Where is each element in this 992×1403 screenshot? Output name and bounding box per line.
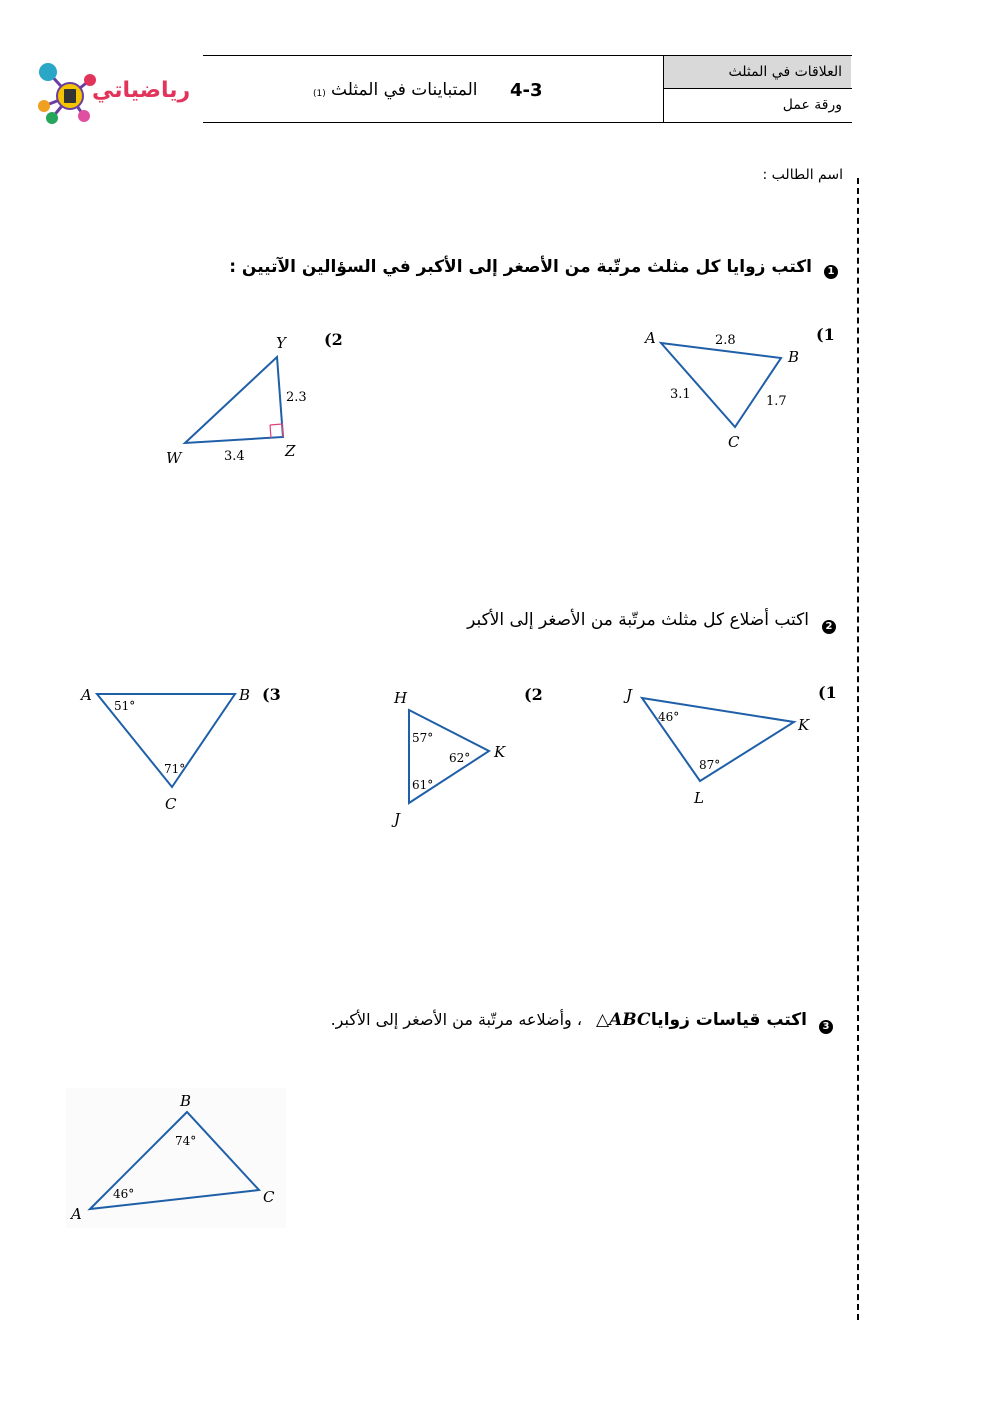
s2-t2-vertex-h: H bbox=[394, 689, 408, 707]
s1-t1-vertex-c: C bbox=[728, 433, 740, 451]
s2-triangle-jkl bbox=[620, 680, 820, 810]
s1-triangle-yzw-shape bbox=[185, 357, 283, 443]
s3-vertex-b: B bbox=[180, 1092, 192, 1110]
s2-item1-number: (1 bbox=[818, 683, 837, 702]
s1-t1-vertex-a: A bbox=[645, 329, 656, 347]
s2-t2-vertex-k: K bbox=[494, 743, 506, 761]
section3-instruction-part2: ، وأضلاعه مرتّبة من الأصغر إلى الأكبر. bbox=[330, 1010, 582, 1029]
s1-triangle-yzw bbox=[160, 325, 320, 470]
section1-bullet bbox=[824, 259, 838, 279]
s3-vertex-a: A bbox=[71, 1205, 82, 1223]
header-sheet-type: ورقة عمل bbox=[782, 97, 842, 113]
s2-t1-vertex-k: K bbox=[798, 716, 810, 734]
lesson-title: المتباينات في المثلث bbox=[331, 80, 478, 100]
s1-t1-side-bc: 1.7 bbox=[766, 394, 787, 409]
s2-t1-angle-l: 87° bbox=[699, 758, 721, 772]
section3-bullet bbox=[819, 1014, 833, 1034]
logo bbox=[30, 58, 191, 128]
s2-triangle-abc bbox=[75, 680, 265, 820]
s2-t3-angle-a: 51° bbox=[114, 699, 136, 713]
header-topic: العلاقات في المثلث bbox=[728, 64, 842, 80]
section2-instruction: اكتب أضلاع كل مثلث مرتّبة من الأصغر إلى الأكبر bbox=[467, 610, 809, 630]
s2-t1-vertex-j: J bbox=[626, 686, 633, 704]
s2-item2-number: (2 bbox=[524, 685, 543, 704]
s1-triangle-abc bbox=[630, 320, 810, 460]
s1-t2-vertex-z: Z bbox=[285, 442, 296, 460]
s2-item3-number: (3 bbox=[262, 685, 281, 704]
s1-t2-vertex-w: W bbox=[166, 449, 182, 467]
s1-triangle-abc-shape bbox=[661, 343, 781, 427]
header-mid-rule bbox=[663, 88, 852, 89]
header-divider bbox=[663, 55, 664, 123]
section1-instruction: اكتب زوايا كل مثلث مرتّبة من الأصغر إلى الأكبر في السؤالين الآتيين : bbox=[229, 257, 812, 277]
section3-bullet-number: 3 bbox=[819, 1020, 833, 1034]
s1-item1-number: (1 bbox=[816, 325, 835, 344]
s1-t2-vertex-y: Y bbox=[276, 334, 286, 352]
s2-t2-vertex-j: J bbox=[394, 810, 401, 828]
margin-dashed-line bbox=[857, 178, 859, 1320]
s2-t2-angle-h: 57° bbox=[412, 731, 434, 745]
lesson-number: 4-3 bbox=[510, 80, 543, 101]
s1-right-angle-mark bbox=[270, 424, 283, 437]
s2-t3-vertex-a: A bbox=[81, 686, 92, 704]
s2-t3-vertex-c: C bbox=[165, 795, 177, 813]
section3-instruction-part1: اكتب قياسات زوايا bbox=[650, 1010, 807, 1030]
s2-t1-vertex-l: L bbox=[694, 789, 704, 807]
s2-t3-angle-c: 71° bbox=[164, 762, 186, 776]
s1-t1-side-ab: 2.8 bbox=[715, 333, 736, 348]
s1-item2-number: (2 bbox=[324, 330, 343, 349]
section2-bullet-number: 2 bbox=[822, 620, 836, 634]
s3-vertex-c: C bbox=[263, 1188, 275, 1206]
section3-triangle-name: △ABC bbox=[596, 1010, 651, 1030]
s2-t2-angle-j: 61° bbox=[412, 778, 434, 792]
header-bottom-rule bbox=[203, 122, 852, 123]
logo-text: رياضياتي bbox=[92, 78, 191, 103]
student-name-label: اسم الطالب : bbox=[762, 167, 843, 183]
s2-t2-angle-k: 62° bbox=[449, 751, 471, 765]
header-top-rule bbox=[203, 55, 852, 56]
s1-t1-side-ac: 3.1 bbox=[670, 387, 691, 402]
s3-angle-b: 74° bbox=[175, 1134, 197, 1148]
s1-t2-side-zw: 3.4 bbox=[224, 449, 245, 464]
s3-triangle-abc bbox=[66, 1088, 286, 1228]
section2-bullet bbox=[822, 614, 836, 634]
section1-bullet-number: 1 bbox=[824, 265, 838, 279]
lesson-part: (1) bbox=[313, 89, 326, 99]
s1-t1-vertex-b: B bbox=[788, 348, 800, 366]
s1-t2-side-yz: 2.3 bbox=[286, 390, 307, 405]
s2-t1-angle-j: 46° bbox=[658, 710, 680, 724]
s2-t3-vertex-b: B bbox=[239, 686, 251, 704]
s3-angle-a: 46° bbox=[113, 1187, 135, 1201]
s2-triangle-hkj bbox=[385, 680, 525, 830]
